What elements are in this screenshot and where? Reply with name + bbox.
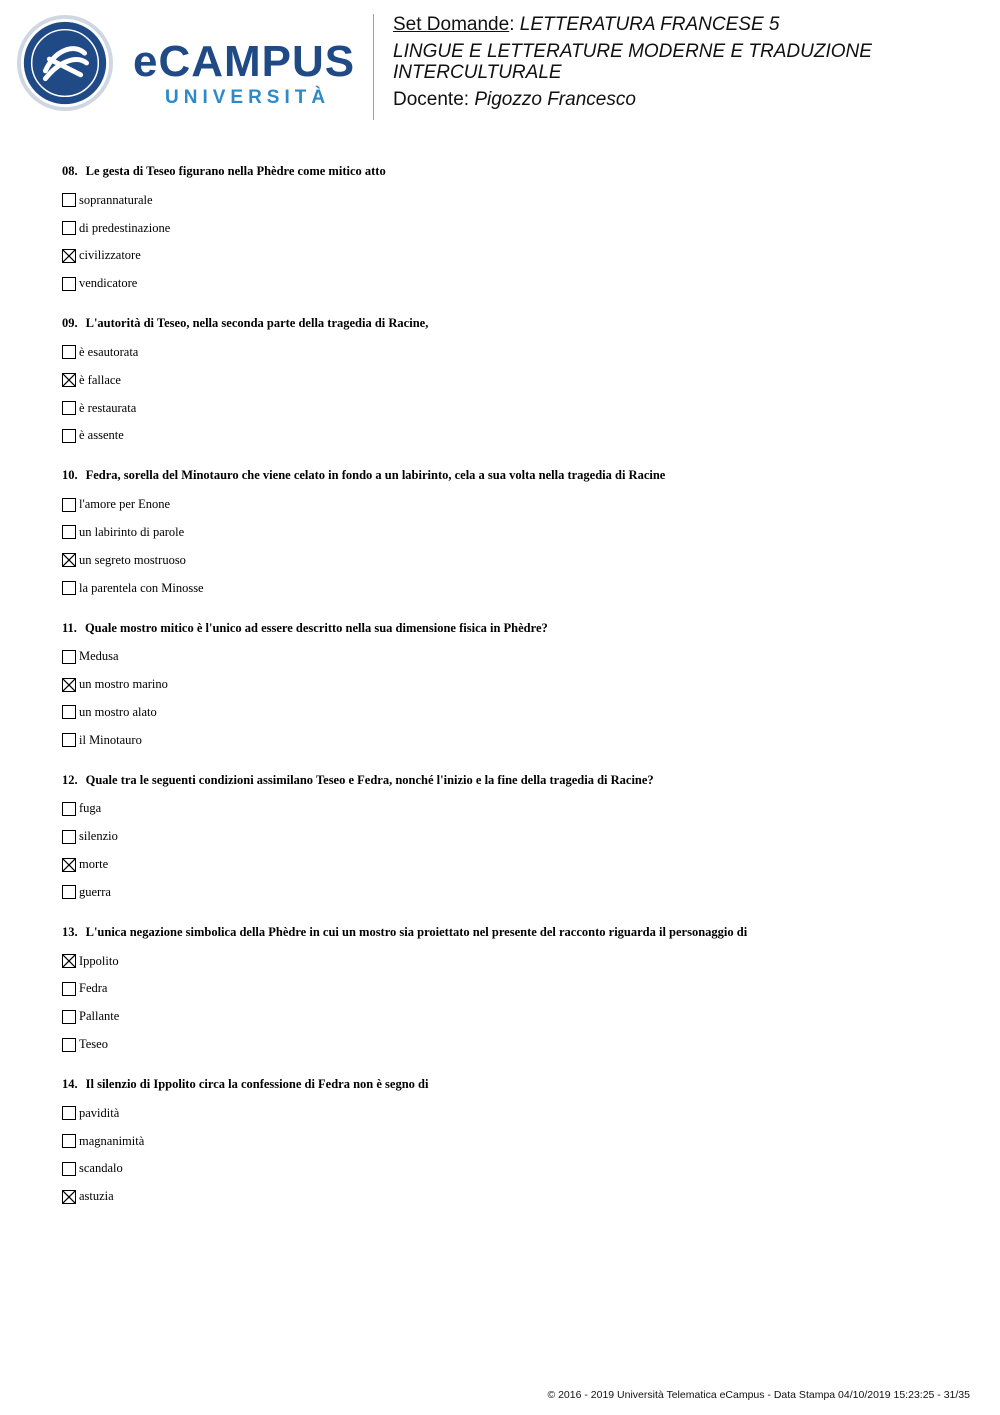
question-title <box>62 617 962 639</box>
question-block <box>62 160 962 298</box>
question-title <box>62 921 962 943</box>
checkbox[interactable] <box>62 705 76 719</box>
answer-option[interactable] <box>62 643 962 671</box>
answer-label: Ippolito <box>79 953 119 968</box>
checkbox[interactable] <box>62 277 76 291</box>
answer-option[interactable] <box>62 366 962 394</box>
cross-mark-icon <box>63 1191 75 1203</box>
question-text: Fedra, sorella del Minotauro che viene celato in fondo a un labirinto, cela a sua volta nella tragedia di Racine <box>85 468 666 483</box>
question-block <box>62 921 962 1059</box>
checkbox[interactable] <box>62 401 76 415</box>
question-block <box>62 312 962 450</box>
answer-option[interactable] <box>62 726 962 754</box>
answer-option[interactable] <box>62 186 962 214</box>
question-number: 12. <box>62 772 78 787</box>
checkbox[interactable] <box>62 650 76 664</box>
question-block <box>62 464 962 602</box>
checkbox[interactable] <box>62 885 76 899</box>
course-title: LETTERATURA FRANCESE 5 <box>519 14 780 35</box>
course-info <box>393 14 953 110</box>
cross-mark-icon <box>63 374 75 386</box>
answer-label: di predestinazione <box>79 220 171 235</box>
question-title <box>62 160 962 182</box>
answer-option[interactable] <box>62 1127 962 1155</box>
answer-label: un labirinto di parole <box>79 524 185 539</box>
question-text: Quale mostro mitico è l'unico ad essere descritto nella sua dimensione fisica in Phèdre? <box>84 620 548 635</box>
answer-option[interactable] <box>62 491 962 519</box>
answer-option[interactable] <box>62 878 962 906</box>
question-number: 13. <box>62 924 78 939</box>
answer-option[interactable] <box>62 422 962 450</box>
answer-option[interactable] <box>62 947 962 975</box>
page-header <box>0 0 1000 130</box>
answer-label: è assente <box>79 428 124 443</box>
brand-subtitle: UNIVERSITÀ <box>165 87 331 108</box>
answer-option[interactable] <box>62 1031 962 1059</box>
checked-checkbox[interactable] <box>62 553 76 567</box>
question-title <box>62 1073 962 1095</box>
question-title <box>62 464 962 486</box>
checkbox[interactable] <box>62 1106 76 1120</box>
checked-checkbox[interactable] <box>62 858 76 872</box>
cross-mark-icon <box>63 554 75 566</box>
answer-label: il Minotauro <box>79 732 142 747</box>
answer-option[interactable] <box>62 546 962 574</box>
answer-option[interactable] <box>62 1099 962 1127</box>
answer-label: guerra <box>79 884 111 899</box>
header-divider <box>373 14 374 120</box>
answer-label: magnanimità <box>79 1133 145 1148</box>
answer-option[interactable] <box>62 1183 962 1211</box>
answer-label: morte <box>79 857 109 872</box>
answer-label: Fedra <box>79 981 108 996</box>
answer-option[interactable] <box>62 823 962 851</box>
cross-mark-icon <box>63 859 75 871</box>
checkbox[interactable] <box>62 429 76 443</box>
question-block <box>62 769 962 907</box>
answer-option[interactable] <box>62 795 962 823</box>
answer-label: silenzio <box>79 829 118 844</box>
answer-label: è fallace <box>79 372 121 387</box>
answer-option[interactable] <box>62 699 962 727</box>
checkbox[interactable] <box>62 1038 76 1052</box>
question-number: 08. <box>62 164 78 178</box>
answer-label: un mostro alato <box>79 704 157 719</box>
checkbox[interactable] <box>62 1010 76 1024</box>
question-title <box>62 312 962 334</box>
checkbox[interactable] <box>62 581 76 595</box>
answer-option[interactable] <box>62 394 962 422</box>
checkbox[interactable] <box>62 982 76 996</box>
question-number: 14. <box>62 1077 78 1092</box>
program-line-2: INTERCULTURALE <box>393 62 562 83</box>
answer-label: civilizzatore <box>79 248 141 263</box>
question-block <box>62 1073 962 1211</box>
teacher-label: Docente: <box>393 89 470 110</box>
answer-option[interactable] <box>62 519 962 547</box>
checkbox[interactable] <box>62 193 76 207</box>
checked-checkbox[interactable] <box>62 249 76 263</box>
question-list <box>62 160 962 1225</box>
checkbox[interactable] <box>62 1162 76 1176</box>
checked-checkbox[interactable] <box>62 678 76 692</box>
answer-label: fuga <box>79 801 102 816</box>
answer-label: un mostro marino <box>79 677 168 692</box>
question-number: 11. <box>62 620 77 635</box>
answer-label: soprannaturale <box>79 192 153 207</box>
answer-option[interactable] <box>62 270 962 298</box>
answer-label: è restaurata <box>79 400 137 415</box>
question-text: L'autorità di Teseo, nella seconda parte della tragedia di Racine, <box>85 316 429 331</box>
checked-checkbox[interactable] <box>62 373 76 387</box>
teacher-row <box>393 89 953 110</box>
answer-label: Pallante <box>79 1009 120 1024</box>
question-text: Le gesta di Teseo figurano nella Phèdre come mitico atto <box>85 164 386 178</box>
answer-option[interactable] <box>62 1003 962 1031</box>
answer-label: Teseo <box>79 1037 108 1052</box>
question-number: 10. <box>62 468 78 483</box>
answer-label: pavidità <box>79 1105 120 1120</box>
answer-option[interactable] <box>62 1155 962 1183</box>
checkbox[interactable] <box>62 1134 76 1148</box>
question-number: 09. <box>62 316 78 331</box>
program-line-1: LINGUE E LETTERATURE MODERNE E TRADUZIONE <box>393 41 872 62</box>
cross-mark-icon <box>63 679 75 691</box>
answer-option[interactable] <box>62 851 962 879</box>
answer-label: un segreto mostruoso <box>79 552 186 567</box>
answer-label: l'amore per Enone <box>79 497 171 512</box>
answer-option[interactable] <box>62 574 962 602</box>
checkbox[interactable] <box>62 221 76 235</box>
checkbox[interactable] <box>62 830 76 844</box>
answer-option[interactable] <box>62 975 962 1003</box>
checkbox[interactable] <box>62 525 76 539</box>
answer-option[interactable] <box>62 214 962 242</box>
question-block <box>62 617 962 755</box>
checked-checkbox[interactable] <box>62 954 76 968</box>
footer-copyright: © 2016 - 2019 Università Telematica eCampus - Data Stampa 04/10/2019 15:23:25 - 31/35 <box>547 1389 970 1401</box>
question-text: Il silenzio di Ippolito circa la confessione di Fedra non è segno di <box>85 1077 429 1092</box>
brand-wordmark: eCAMPUS <box>133 37 356 86</box>
answer-option[interactable] <box>62 242 962 270</box>
answer-label: Medusa <box>79 649 119 664</box>
question-text: Quale tra le seguenti condizioni assimilano Teseo e Fedra, nonché l'inizio e la fine della tragedia di Racine? <box>85 772 654 787</box>
answer-label: vendicatore <box>79 276 138 291</box>
checkbox[interactable] <box>62 802 76 816</box>
course-title-row: Set Domande: LETTERATURA FRANCESE 5 <box>393 14 780 35</box>
answer-label: scandalo <box>79 1161 123 1176</box>
question-text: L'unica negazione simbolica della Phèdre in cui un mostro sia proiettato nel presente del racconto riguarda il personaggio di <box>85 924 748 939</box>
checkbox[interactable] <box>62 498 76 512</box>
answer-label: la parentela con Minosse <box>79 580 204 595</box>
answer-option[interactable] <box>62 671 962 699</box>
question-title <box>62 769 962 791</box>
checkbox[interactable] <box>62 345 76 359</box>
teacher-name: Pigozzo Francesco <box>474 89 636 110</box>
answer-label: è esautorata <box>79 344 139 359</box>
checked-checkbox[interactable] <box>62 1190 76 1204</box>
cross-mark-icon <box>63 955 75 967</box>
set-label: Set Domande <box>393 14 510 35</box>
university-seal-logo <box>16 14 114 112</box>
checkbox[interactable] <box>62 733 76 747</box>
answer-option[interactable] <box>62 339 962 367</box>
cross-mark-icon <box>63 250 75 262</box>
answer-label: astuzia <box>79 1189 114 1204</box>
